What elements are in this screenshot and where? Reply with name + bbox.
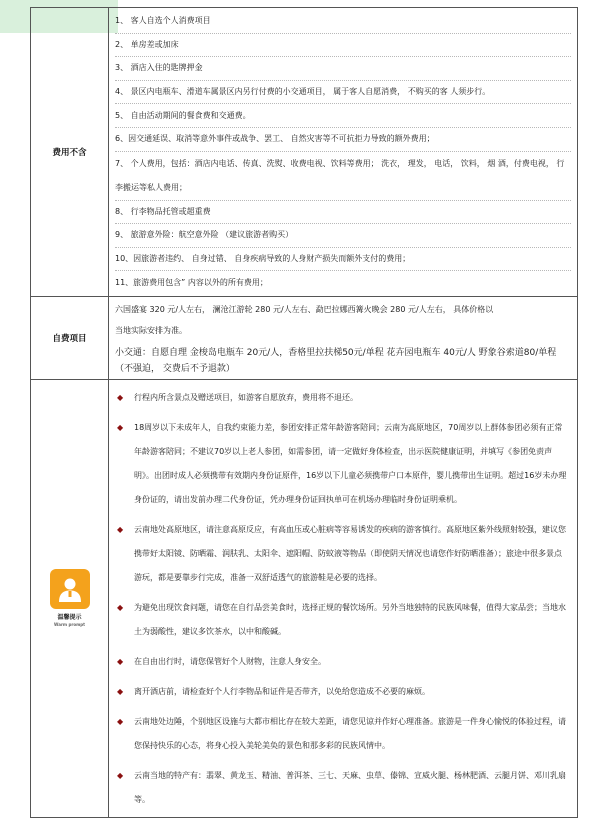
tip-item xyxy=(117,593,569,647)
tip-text: 云南地处高原地区，请注意高原反应，有高血压或心脏病等容易诱发的疾病的游客慎行。高原地区紫外线照射较强，建议您携带好太阳镜、防晒霜、润肤乳、太阳伞、遮阳帽、防蚊液等物品（即使阴天情况也请您作好防晒准备）；旅途中很多景点游玩，都是要靠步行完成，准备一双舒适透气的旅游鞋是必要的选择。 xyxy=(134,524,566,582)
list-item: 5、 自由活动期间的餐食费和交通费。 xyxy=(115,103,571,127)
list-item: 8、 行李物品托管或超重费 xyxy=(115,200,571,224)
diamond-bullet-icon: ◆ xyxy=(117,686,124,696)
tip-text: 行程内所含景点及赠送项目，如游客自愿放弃，费用将不退还。 xyxy=(134,392,358,402)
tips-row xyxy=(31,379,578,817)
list-item: 9、 旅游意外险：航空意外险 （建议旅游者购买） xyxy=(115,223,571,247)
tip-item xyxy=(117,707,569,761)
self-pay-line: 六国盛宴 320 元/人左右， 澜沧江游轮 280 元/人左右、勐巴拉娜西篝火晚会 280 元/人左右， 具体价格以 xyxy=(115,304,494,314)
list-item: 2、 单房差或加床 xyxy=(115,33,571,57)
self-pay-note: （不强迫， 交费后不予退款） xyxy=(115,363,235,374)
list-item: 11、旅游费用包含” 内容以外的所有费用； xyxy=(115,270,571,294)
self-pay-line: 当地实际安排为准。 xyxy=(115,325,187,335)
tip-text: 在自由出行时，请您保管好个人财物，注意人身安全。 xyxy=(134,656,326,666)
fees-excluded-label: 费用不含 xyxy=(31,8,109,297)
tips-content xyxy=(109,379,578,817)
warm-prompt-icon xyxy=(50,569,90,609)
tip-item xyxy=(117,413,569,515)
list-item: 10、因旅游者违约、 自身过错、 自身疾病导致的人身财产损失而额外支付的费用； xyxy=(115,247,571,271)
diamond-bullet-icon: ◆ xyxy=(117,422,124,432)
badge-subcaption: Warm prompt xyxy=(53,622,86,628)
list-item: 1、 客人自选个人消费项目 xyxy=(115,16,211,26)
diamond-bullet-icon: ◆ xyxy=(117,716,124,726)
list-item: 7、 个人费用，包括：酒店内电话、传真、洗熨、收费电视、饮料等费用； 洗衣， 理发， 电话， 饮料， 烟 酒，付费电视， 行李搬运等私人费用； xyxy=(115,151,571,200)
self-pay-transport-text: 小交通：自愿自理 金梭岛电瓶车 20元/人，香格里拉扶梯50元/单程 花卉园电瓶车 40元/人 野象谷索道80/单程 xyxy=(115,347,557,358)
badge-caption: 温馨提示 xyxy=(57,614,82,622)
diamond-bullet-icon: ◆ xyxy=(117,392,124,402)
tip-text: 云南地处边陲，个别地区设施与大都市相比存在较大差距，请您见谅并作好心理准备。旅游是一件身心愉悦的体验过程，请您保持快乐的心态，将身心投入美轮美奂的景色和那多彩的民族风情中。 xyxy=(134,716,566,750)
diamond-bullet-icon: ◆ xyxy=(117,524,124,534)
list-item: 4、 景区内电瓶车、滑道车属景区内另行付费的小交通项目， 属于客人自愿消费， 不购买的客 人须步行。 xyxy=(115,80,571,104)
self-pay-transport xyxy=(115,345,571,377)
fees-excluded-content xyxy=(109,8,578,297)
tip-text: 为避免出现饮食问题，请您在自行品尝美食时，选择正规的餐饮场所。另外当地独特的民族风味餐，值得大家品尝；当地水土为弱酸性，建议多饮茶水，以中和酸碱。 xyxy=(134,602,566,636)
tip-item xyxy=(117,761,569,815)
diamond-bullet-icon: ◆ xyxy=(117,656,124,666)
tip-text: 云南当地的特产有：翡翠、黄龙玉、精油、普洱茶、三七、天麻、虫草、傣锦、宣威火腿、杨林肥酒、云腿月饼、邓川乳扇等。 xyxy=(134,770,566,804)
self-pay-label: 自费项目 xyxy=(31,296,109,379)
tip-text: 离开酒店前，请检查好个人行李物品和证件是否带齐，以免给您造成不必要的麻烦。 xyxy=(134,686,430,696)
tip-item xyxy=(117,677,569,707)
tip-item xyxy=(117,515,569,593)
self-pay-row xyxy=(31,296,578,379)
diamond-bullet-icon: ◆ xyxy=(117,770,124,780)
list-item: 6、因交通延误、取消等意外事件或战争、罢工、 自然灾害等不可抗拒力导致的额外费用； xyxy=(115,127,571,151)
fee-table xyxy=(30,7,578,818)
warm-prompt-badge xyxy=(31,569,108,627)
fees-excluded-row xyxy=(31,8,578,297)
list-item: 3、 酒店入住的匙牌押金 xyxy=(115,56,571,80)
self-pay-content xyxy=(109,296,578,379)
tip-item xyxy=(117,383,569,413)
tip-text: 18周岁以下未成年人，自我约束能力差，参团安排正常年龄游客陪同；云南为高原地区，70周岁以上群体参团必须有正常年龄游客陪同；不建议70岁以上老人参团，如需参团，请一定做好身体检查，出示医院健康证明，并填写《参团免责声明》。出团时成人必须携带有效期内身份证原件，16岁以下儿童必须携带户口本原件，婴儿携带出生证明。超过16岁未办理身份证的，请出发前办理二代身份证，凭办理身份证回执单可在机场办理临时身份证明乘机。 xyxy=(134,422,567,504)
tips-label-cell xyxy=(31,379,109,817)
tip-item xyxy=(117,647,569,677)
diamond-bullet-icon: ◆ xyxy=(117,602,124,612)
